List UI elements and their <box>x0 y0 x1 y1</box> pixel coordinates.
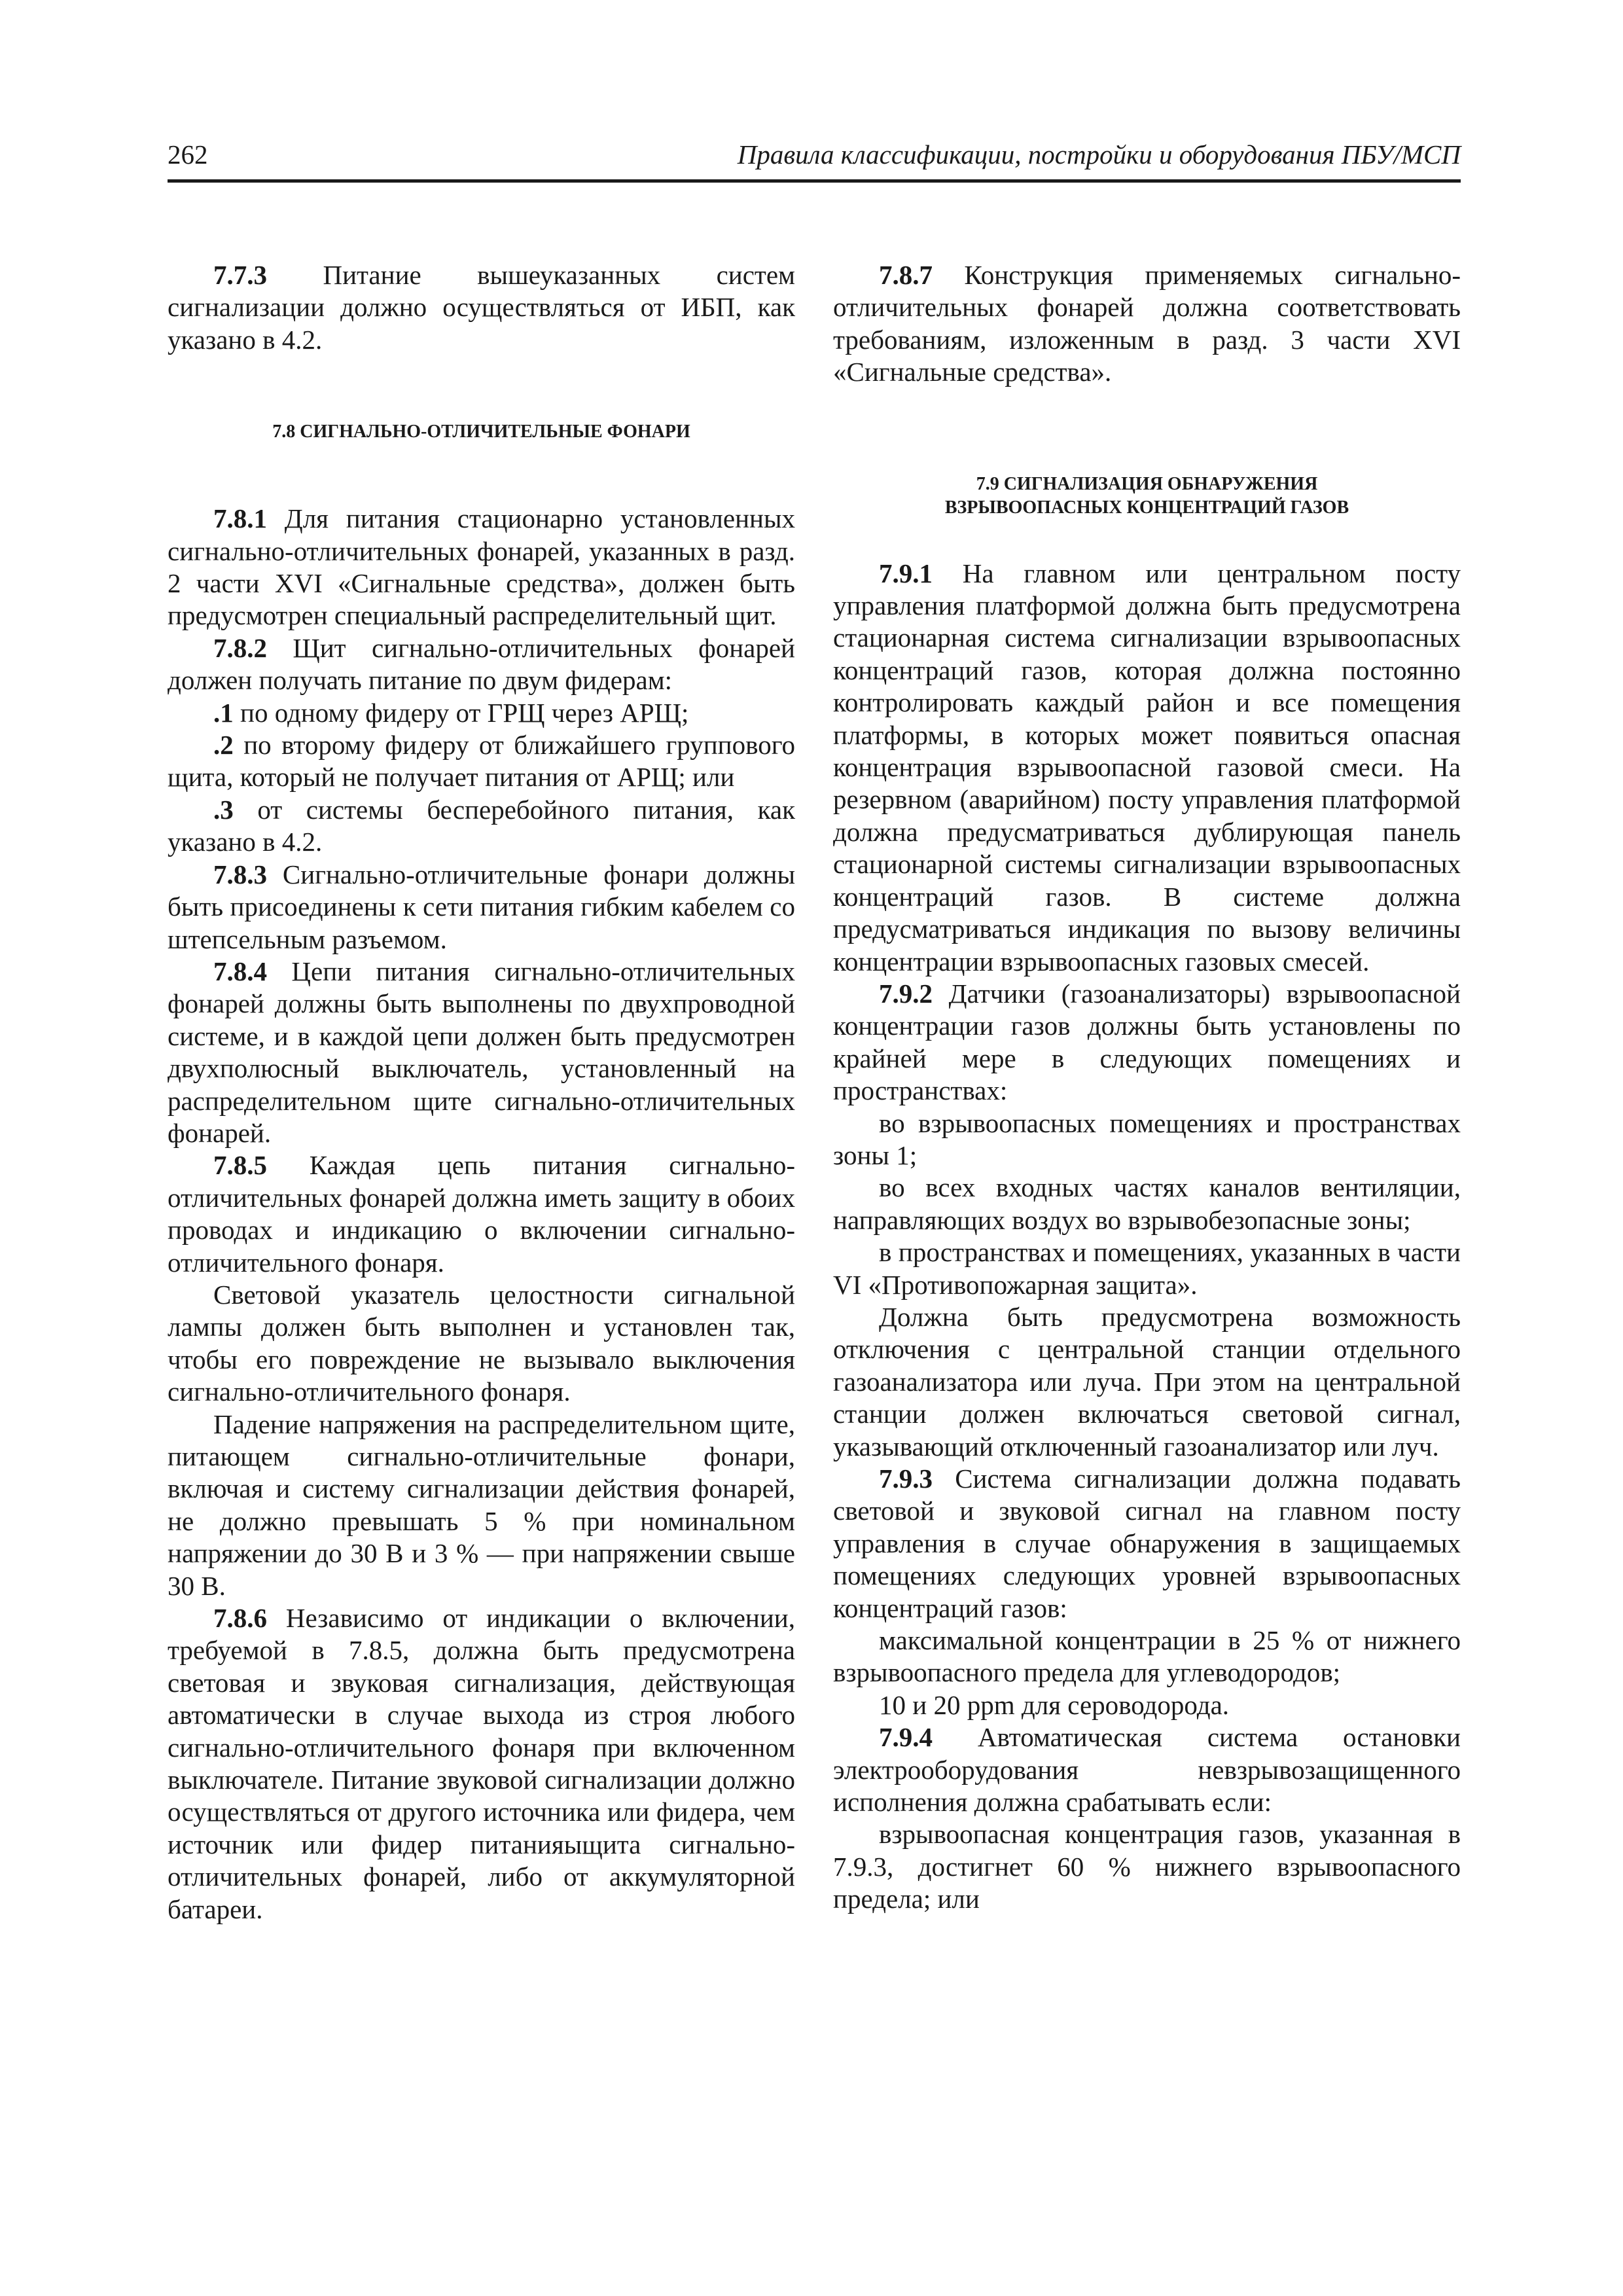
paragraph-7-9-3: 7.9.3 Система сигнализации должна подавать световой и звуковой сигнал на главном посту управления в случае обнаружения в защищаемых помещениях следующих уровней взрывоопасных концентраций газов: <box>833 1463 1461 1623</box>
paragraph-7-8-3: 7.8.3 Сигнально-отличительные фонари должны быть присоединены к сети питания гибким кабелем со штепсельным разъемом. <box>168 859 795 954</box>
list-item-7-9-3-h2s: 10 и 20 ppm для сероводорода. <box>879 1689 1230 1720</box>
paragraph-7-8-2: 7.8.2 Щит сигнально-отличительных фонарей должен получать питание по двум фидерам: <box>168 632 795 696</box>
page-header <box>168 139 1461 183</box>
paragraph-7-9-1: 7.9.1 На главном или центральном посту управления платформой должна быть предусмотрена стационарная система сигнализации взрывоопасных концентраций газов, которая должна постоянно контролировать каждый район и все помещения платформы, в которых может появиться опасная концентрация взрывоопасной газовой смеси. На резервном (аварийном) посту управления платформой должна предусматриваться дублирующая панель стационарной системы сигнализации взрывоопасных концентраций газов. В системе должна предусматриваться индикация по вызову величины концентрации взрывоопасных газовых смесей. <box>833 558 1461 977</box>
paragraph-7-7-3: 7.7.3 Питание вышеуказанных систем сигнализации должно осуществляться от ИБП, как указано в 4.2. <box>168 260 795 355</box>
page-number: 262 <box>168 139 208 170</box>
paragraph-7-8-5-voltage: Падение напряжения на распределительном щите, питающем сигнально-отличительные фонари, включая и систему сигнализации действия фонарей, не должно превышать 5 % при номинальном напряжении до 30 В и 3 % — при напряжении свыше 30 В. <box>168 1408 795 1601</box>
paragraph-7-8-4: 7.8.4 Цепи питания сигнально-отличительных фонарей должны быть выполнены по двухпроводной системе, и в каждой цепи должен быть предусмотрен двухполюсный выключатель, установленный на распределительном щите сигнально-отличительных фонарей. <box>168 956 795 1148</box>
paragraph-7-9-4: 7.9.4 Автоматическая система остановки электрооборудования невзрывозащищенного исполнения должна срабатывать если: <box>833 1722 1461 1818</box>
paragraph-7-8-5-lamp: Световой указатель целостности сигнальной лампы должен быть выполнен и установлен так, чтобы его повреждение не вызывало выключения сигнально-отличительного фонаря. <box>168 1279 795 1407</box>
list-item-7-9-4-concentration: взрывоопасная концентрация газов, указанная в 7.9.3, достигнет 60 % нижнего взрывоопасного предела; или <box>833 1819 1461 1914</box>
left-column <box>168 259 795 1926</box>
running-title: Правила классификации, постройки и оборудования ПБУ/МСП <box>737 139 1461 170</box>
list-item-7-9-3-hydrocarbons: максимальной концентрации в 25 % от нижнего взрывоопасного предела для углеводородов; <box>833 1625 1461 1688</box>
list-item-7-9-2-part-vi: в пространствах и помещениях, указанных в части VI «Противопожарная защита». <box>833 1237 1461 1300</box>
list-item-7-9-2-ventilation: во всех входных частях каналов вентиляции, направляющих воздух во взрывобезопасные зоны; <box>833 1172 1461 1235</box>
section-heading-7-9-line1: 7.9 СИГНАЛИЗАЦИЯ ОБНАРУЖЕНИЯ <box>976 473 1318 494</box>
paragraph-7-8-7: 7.8.7 Конструкция применяемых сигнально-отличительных фонарей должна соответствовать требованиям, изложенным в разд. 3 части XVI «Сигнальные средства». <box>833 260 1461 387</box>
right-column <box>833 259 1461 1916</box>
section-heading-7-9-line2: ВЗРЫВООПАСНЫХ КОНЦЕНТРАЦИЙ ГАЗОВ <box>944 497 1349 518</box>
paragraph-7-9-2: 7.9.2 Датчики (газоанализаторы) взрывоопасной концентрации газов должны быть установлены по крайней мере в следующих помещениях и пространствах: <box>833 978 1461 1106</box>
paragraph-7-8-6: 7.8.6 Независимо от индикации о включении, требуемой в 7.8.5, должна быть предусмотрена световая и звуковая сигнализация, действующая автоматически в случае выхода из строя любого сигнально-отличительного фонаря при включенном выключателе. Питание звуковой сигнализации должно осуществляться от другого источника или фидера, чем источник или фидер питанияыщита сигнально-отличительных фонарей, либо от аккумуляторной батареи. <box>168 1603 795 1924</box>
list-item-7-8-2-2: .2 по второму фидеру от ближайшего группового щита, который не получает питания от АРЩ; или <box>168 730 795 793</box>
list-item-7-8-2-1: .1 по одному фидеру от ГРЩ через АРЩ; <box>213 697 689 728</box>
list-item-7-9-2-zone1: во взрывоопасных помещениях и пространствах зоны 1; <box>833 1107 1461 1170</box>
paragraph-7-8-1: 7.8.1 Для питания стационарно установленных сигнально-отличительных фонарей, указанных в разд. 2 части XVI «Сигнальные средства», должен быть предусмотрен специальный распределительный щит. <box>168 503 795 631</box>
list-item-7-8-2-3: .3 от системы бесперебойного питания, как указано в 4.2. <box>168 794 795 857</box>
paragraph-7-9-2-disconnect: Должна быть предусмотрена возможность отключения с центральной станции отдельного газоанализатора или луча. При этом на центральной станции должен включаться световой сигнал, указывающий отключенный газоанализатор или луч. <box>833 1301 1461 1462</box>
paragraph-7-8-5: 7.8.5 Каждая цепь питания сигнально-отличительных фонарей должна иметь защиту в обоих проводах и индикацию о включении сигнально-отличительного фонаря. <box>168 1150 795 1278</box>
section-heading-7-9 <box>833 473 1461 520</box>
section-heading-7-8: 7.8 СИГНАЛЬНО-ОТЛИЧИТЕЛЬНЫЕ ФОНАРИ <box>272 422 690 442</box>
